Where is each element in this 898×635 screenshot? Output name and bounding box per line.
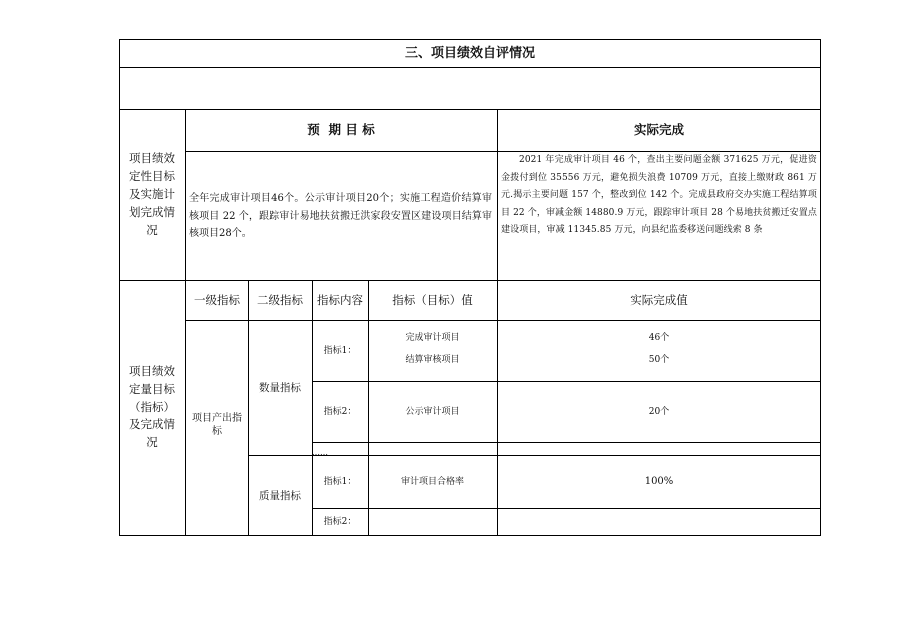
grid-line [312,442,821,443]
header-target: 指标（目标）值 [392,292,473,307]
quantitative-row-label: 项目绩效定量目标（指标）及完成情况 [129,363,175,450]
level1-value: 项目产出指标 [192,412,242,437]
row-index: 指标1： [323,476,357,487]
header-actual: 实际完成值 [630,292,688,307]
expected-header: 预 期 目 标 [307,122,375,138]
actual-value: 100% [644,476,674,488]
actual-header: 实际完成 [633,122,684,138]
actual-value: 50个 [648,354,670,365]
expected-text: 全年完成审计项目46个。公示审计项目20个；实施工程造价结算审核项目 22 个，跟踪审计易地扶贫搬迁洪家段安置区建设项目结算审核项目28个。 [189,193,492,239]
actual-value: 20个 [648,406,670,417]
qualitative-row-label: 项目绩效定性目标及实施计划完成情况 [129,151,175,237]
target-value: 审计项目合格率 [400,476,464,487]
row-index: 指标1： [323,345,357,356]
header-level1: 一级指标 [194,292,240,307]
actual-value: 46个 [648,332,670,343]
target-value: 公示审计项目 [405,406,460,417]
grid-line [185,109,186,536]
target-value: 结算审核项目 [405,354,460,365]
row-index: 指标2： [323,406,357,417]
section-title: 三、项目绩效自评情况 [404,45,535,61]
grid-line [312,508,821,509]
header-content: 指标内容 [317,292,363,307]
group-quality-name: 质量指标 [259,489,301,502]
grid-line [119,67,821,68]
row-index-ellipsis: …… [312,447,328,457]
target-value: 完成审计项目 [405,332,460,343]
header-level2: 二级指标 [257,292,303,307]
row-index: 指标2： [323,517,357,528]
group-quantity-name: 数量指标 [259,381,301,394]
actual-text: 2021 年完成审计项目 46 个，查出主要问题金额 371625 万元，促进资金拨付到位 35556 万元，避免损失浪费 10709 万元，直接上缴财政 861 万元.揭示主要问题 157 个，整改到位 142 个。完成县政府交办实施工程结算项目 22 个，审减金额 14880.9 万元，跟踪审计项目 28 个易地扶贫搬迁安置点建设项目，审减 11345.85 万元，向县纪监委移送问题线索 8 条 [501,155,817,236]
